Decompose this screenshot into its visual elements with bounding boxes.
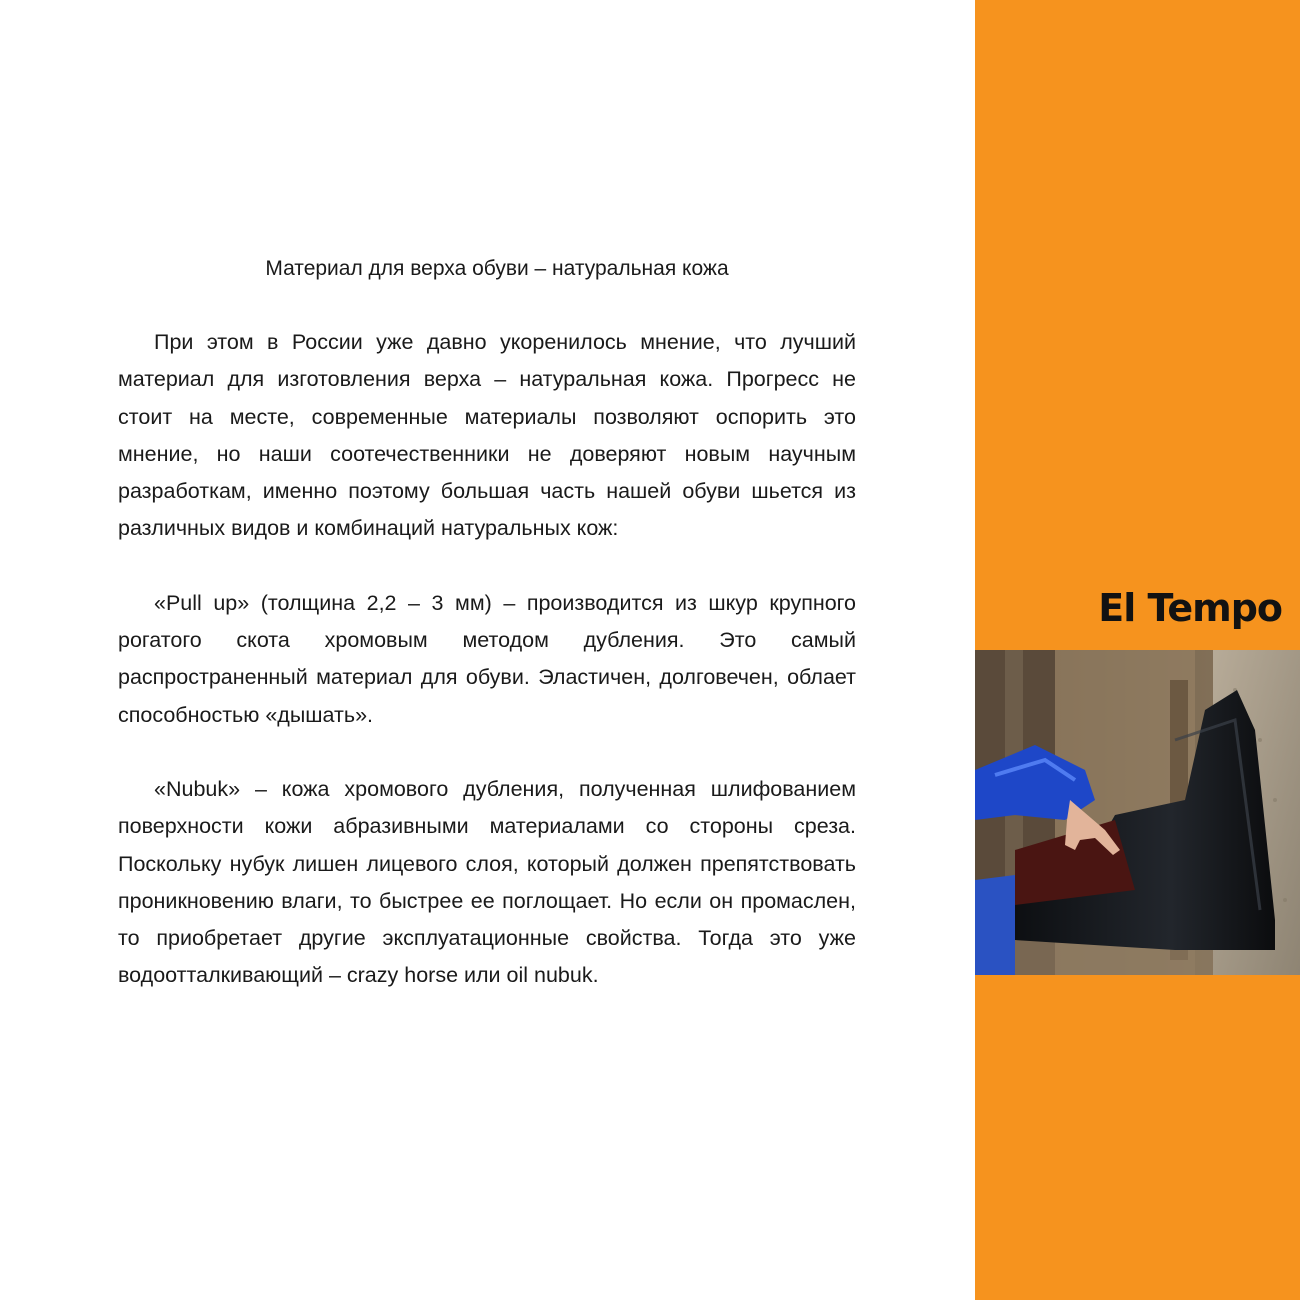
paragraph-intro: При этом в России уже давно укоренилось мнение, что лучший материал для изготовления верха – натуральная кожа. Прогресс не стоит на месте, современные материалы позволяют оспорить это мнение, но наши соотечественники не доверяют новым научным разработкам, именно поэтому большая часть нашей обуви шьется из различных видов и комбинаций натуральных кож: [118,330,856,541]
boot-illustration [975,650,1300,975]
jeans [975,875,1015,975]
boot-photo [975,650,1300,975]
paragraph-pull-up: «Pull up» (толщина 2,2 – 3 мм) – производится из шкур крупного рогатого скота хромовым методом дубления. Это самый распространенный материал для обуви. Эластичен, долговечен, облает способностью «дышать». [118,590,856,727]
section-title: Материал для верха обуви – натуральная кожа [265,257,729,280]
article [118,250,856,995]
brand-logo: El Tempo [1098,586,1282,630]
paragraph-nubuk: «Nubuk» – кожа хромового дубления, полученная шлифованием поверхности кожи абразивными материалами со стороны среза. Поскольку нубук лишен лицевого слоя, который должен препятствовать проникновению влаги, то быстрее ее поглощает. Но если он промаслен, то приобретает другие эксплуатационные свойства. Тогда это уже водоотталкивающий – crazy horse или oil nubuk. [118,776,856,988]
